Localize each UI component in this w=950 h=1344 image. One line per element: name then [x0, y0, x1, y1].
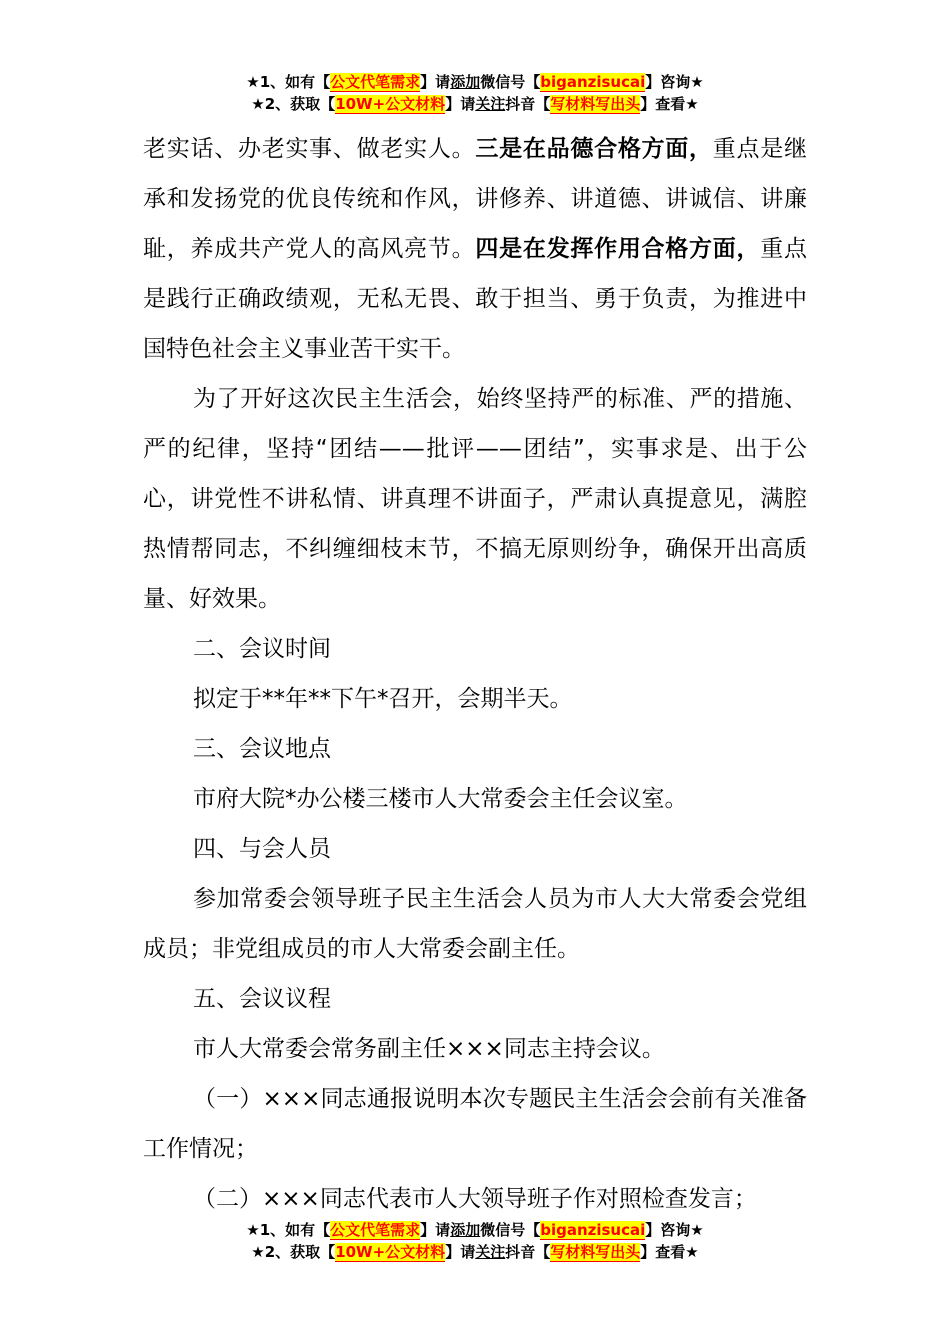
banner-text: 】请 — [445, 95, 476, 113]
banner-line-1 — [0, 71, 950, 93]
agenda-item-2: （二）×××同志代表市人大领导班子作对照检查发言； — [193, 1186, 757, 1212]
banner-line-2 — [0, 93, 950, 115]
banner-text: ★2、获取【 — [251, 95, 336, 113]
douyin-account-highlight: 写材料写出头 — [550, 1243, 641, 1261]
paragraph-requirements — [143, 124, 807, 374]
banner-highlight: 10W+公文材料 — [335, 95, 446, 113]
paragraph-attendees: 参加常委会领导班子民主生活会人员为市人大大常委会党组成员；非党组成员的市人大常委会副主任。 — [143, 886, 807, 962]
banner-text: ★1、如有【 — [246, 1221, 331, 1239]
paragraph-standards: 为了开好这次民主生活会，始终坚持严的标准、严的措施、严的纪律，坚持“团结——批评——团结”，实事求是、出于公心，讲党性不讲私情、讲真理不讲面子，严肃认真提意见，满腔热情帮同志，不纠缠细枝末节，不搞无原则纷争，确保开出高质量、好效果。 — [143, 386, 807, 612]
agenda-item-1: （一）×××同志通报说明本次专题民主生活会会前有关准备工作情况； — [143, 1086, 807, 1162]
header-banner — [0, 71, 950, 115]
banner-line-1 — [0, 1219, 950, 1241]
douyin-account-highlight: 写材料写出头 — [550, 95, 641, 113]
paragraph-location: 市府大院*办公楼三楼市人大常委会主任会议室。 — [193, 786, 688, 812]
section-heading-time: 二、会议时间 — [193, 636, 331, 662]
paragraph-time: 拟定于**年**下午*召开，会期半天。 — [193, 686, 573, 712]
banner-text: 】请 — [420, 73, 451, 91]
banner-highlight: 公文代笔需求 — [330, 1221, 421, 1239]
banner-underlined-text: 添加 — [450, 73, 481, 91]
banner-text: 抖音【 — [505, 95, 551, 113]
section-heading-location: 三、会议地点 — [193, 736, 331, 762]
banner-text: 抖音【 — [505, 1243, 551, 1261]
wechat-id-highlight: biganzisucai — [540, 73, 646, 91]
banner-underlined-text: 关注 — [475, 95, 506, 113]
bold-heading: 三是在品德合格方面， — [475, 136, 713, 162]
banner-underlined-text: 关注 — [475, 1243, 506, 1261]
paragraph-text: 老实话、办老实事、做老实人。 — [143, 136, 476, 162]
section-heading-attendees: 四、与会人员 — [193, 836, 331, 862]
banner-highlight: 公文代笔需求 — [330, 73, 421, 91]
document-body — [143, 124, 807, 1224]
banner-text: 】咨询★ — [645, 73, 704, 91]
banner-text: ★1、如有【 — [246, 73, 331, 91]
bold-heading: 四是在发挥作用合格方面， — [475, 236, 761, 262]
banner-text: 】咨询★ — [645, 1221, 704, 1239]
banner-text: 】请 — [420, 1221, 451, 1239]
section-heading-agenda: 五、会议议程 — [193, 986, 331, 1012]
banner-text: 微信号【 — [480, 1221, 541, 1239]
wechat-id-highlight: biganzisucai — [540, 1221, 646, 1239]
footer-banner — [0, 1219, 950, 1263]
banner-line-2 — [0, 1241, 950, 1263]
banner-text: 】请 — [445, 1243, 476, 1261]
banner-text: ★2、获取【 — [251, 1243, 336, 1261]
banner-highlight: 10W+公文材料 — [335, 1243, 446, 1261]
paragraph-text: 重点是践行正确政绩观，无私无畏、敢于担当、勇于负责，为推进中国特色社会主义事业苦干实干。 — [143, 236, 808, 362]
paragraph-agenda-host: 市人大常委会常务副主任×××同志主持会议。 — [193, 1036, 665, 1062]
banner-text: 】查看★ — [640, 95, 699, 113]
paragraph-text: 重点是继承和发扬党的优良传统和作风，讲修养、讲道德、讲诚信、讲廉耻，养成共产党人的高风亮节。 — [143, 136, 808, 262]
banner-text: 】查看★ — [640, 1243, 699, 1261]
banner-text: 微信号【 — [480, 73, 541, 91]
banner-underlined-text: 添加 — [450, 1221, 481, 1239]
